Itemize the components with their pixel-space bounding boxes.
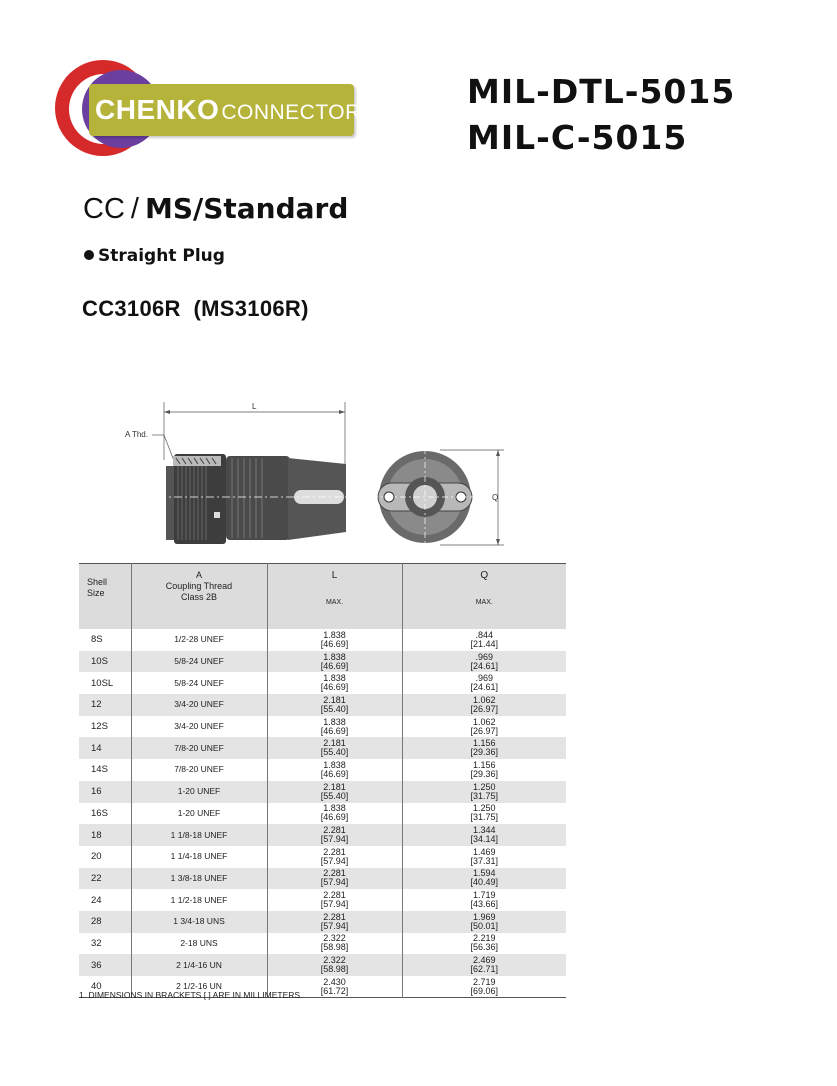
q-mm-value: [31.75]: [470, 812, 499, 823]
l-inch-value: 2.181: [323, 738, 346, 749]
shell-size-value: 32: [91, 937, 102, 949]
header-shell-size: [79, 564, 131, 630]
l-mm-value: [55.40]: [320, 790, 349, 801]
l-inch-value: 2.181: [323, 781, 346, 792]
cell-l: [267, 889, 402, 911]
q-mm-value: [24.61]: [470, 682, 499, 693]
table-row: [79, 868, 566, 890]
cell-shell-size: [79, 694, 131, 716]
cell-l: [267, 868, 402, 890]
coupling-thread-value: 1 3/4-18 UNS: [173, 916, 225, 927]
l-mm-value: [57.94]: [320, 855, 349, 866]
footnote: 1. DIMENSIONS IN BRACKETS [ ] ARE IN MILLIMETERS.: [79, 990, 303, 1000]
cell-l: [267, 651, 402, 673]
cell-q: [402, 911, 566, 933]
header-coupling-thread: [131, 564, 267, 630]
cell-coupling-thread: [131, 889, 267, 911]
header-q-label: Q: [480, 570, 489, 581]
table-row: [79, 781, 566, 803]
cell-shell-size: [79, 846, 131, 868]
cell-shell-size: [79, 781, 131, 803]
l-mm-value: [58.98]: [320, 964, 349, 975]
shell-size-value: 40: [91, 981, 102, 993]
table-row: [79, 846, 566, 868]
q-mm-value: [21.44]: [470, 638, 499, 649]
l-mm-value: [57.94]: [320, 899, 349, 910]
shell-size-value: 14: [91, 742, 102, 754]
q-mm-value: [26.97]: [470, 703, 499, 714]
coupling-thread-value: 1-20 UNEF: [177, 786, 221, 797]
cell-coupling-thread: [131, 846, 267, 868]
cell-q: [402, 629, 566, 651]
shell-size-value: 24: [91, 894, 102, 906]
q-mm-value: [34.14]: [470, 834, 499, 845]
table-header-row: [79, 564, 566, 630]
cell-coupling-thread: [131, 933, 267, 955]
cell-coupling-thread: [131, 737, 267, 759]
product-type-label: Straight Plug: [98, 246, 225, 266]
q-inch-value: 2.719: [472, 976, 496, 987]
l-inch-value: 1.838: [323, 716, 346, 727]
l-mm-value: [55.40]: [320, 703, 349, 714]
cell-q: [402, 759, 566, 781]
shell-size-value: 14S: [91, 764, 108, 776]
l-mm-value: [46.69]: [320, 768, 349, 779]
header-shell: Shell: [87, 577, 108, 587]
q-mm-value: [56.36]: [470, 942, 499, 953]
cell-l: [267, 694, 402, 716]
cell-l: [267, 629, 402, 651]
l-mm-value: [46.69]: [320, 725, 349, 736]
l-mm-value: [55.40]: [320, 747, 349, 758]
l-inch-value: 2.181: [323, 694, 346, 705]
header-class: Class 2B: [180, 592, 217, 602]
product-type: [84, 246, 225, 266]
l-mm-value: [57.94]: [320, 834, 349, 845]
cell-q: [402, 976, 566, 998]
connector-end-view-drawing: [370, 440, 510, 555]
cell-l: [267, 911, 402, 933]
table-row: [79, 716, 566, 738]
l-inch-value: 1.838: [323, 673, 346, 684]
cell-l: [267, 759, 402, 781]
l-inch-value: 1.838: [323, 629, 346, 640]
cell-q: [402, 694, 566, 716]
shell-size-value: 12S: [91, 721, 108, 733]
q-inch-value: 1.062: [472, 716, 496, 727]
header-l-label: L: [331, 570, 338, 581]
table-body: [79, 629, 566, 998]
q-mm-value: [37.31]: [470, 855, 499, 866]
q-inch-value: 1.156: [472, 759, 496, 770]
l-inch-value: 2.430: [323, 976, 346, 987]
cell-coupling-thread: [131, 629, 267, 651]
q-mm-value: [69.06]: [470, 985, 499, 996]
header-q: [402, 564, 566, 630]
shell-size-value: 22: [91, 872, 102, 884]
coupling-thread-value: 7/8-20 UNEF: [174, 742, 224, 753]
cell-l: [267, 846, 402, 868]
cell-l: [267, 933, 402, 955]
table-row: [79, 672, 566, 694]
series-name: MS/Standard: [144, 192, 349, 225]
cell-shell-size: [79, 651, 131, 673]
header-size: Size: [87, 588, 105, 598]
cell-shell-size: [79, 824, 131, 846]
l-inch-value: 2.281: [323, 868, 346, 879]
logo-brand-light: CONNECTORS: [221, 101, 376, 124]
q-inch-value: .969: [475, 651, 494, 662]
cell-l: [267, 781, 402, 803]
coupling-thread-value: 3/4-20 UNEF: [174, 699, 224, 710]
shell-size-value: 20: [91, 851, 102, 863]
cell-q: [402, 846, 566, 868]
l-mm-value: [46.69]: [320, 682, 349, 693]
cell-q: [402, 672, 566, 694]
shell-size-value: 28: [91, 916, 102, 928]
dimension-label-l: L: [252, 402, 257, 411]
shell-size-value: 16S: [91, 807, 108, 819]
coupling-thread-value: 1 1/2-18 UNEF: [170, 894, 228, 905]
cell-l: [267, 803, 402, 825]
q-inch-value: 2.469: [472, 955, 496, 966]
coupling-thread-value: 5/8-24 UNEF: [174, 677, 224, 688]
cell-l: [267, 716, 402, 738]
cell-q: [402, 954, 566, 976]
coupling-thread-value: 7/8-20 UNEF: [174, 764, 224, 775]
header-q-max: MAX.: [475, 599, 493, 606]
cell-coupling-thread: [131, 759, 267, 781]
q-inch-value: 1.594: [472, 868, 496, 879]
table-row: [79, 933, 566, 955]
cell-shell-size: [79, 672, 131, 694]
cell-shell-size: [79, 868, 131, 890]
cell-coupling-thread: [131, 803, 267, 825]
q-inch-value: 1.062: [472, 694, 496, 705]
q-inch-value: 1.969: [472, 911, 496, 922]
header-coupling-thread-label: Coupling Thread: [165, 581, 233, 591]
q-inch-value: 1.250: [472, 781, 496, 792]
table-row: [79, 651, 566, 673]
cell-q: [402, 651, 566, 673]
dimension-arrow-bottom: [496, 539, 500, 545]
bullet-icon: [84, 250, 94, 260]
cell-shell-size: [79, 737, 131, 759]
q-mm-value: [31.75]: [470, 790, 499, 801]
shell-size-value: 18: [91, 829, 102, 841]
table-row: [79, 954, 566, 976]
coupling-thread-value: 1 3/8-18 UNEF: [170, 872, 228, 883]
coupling-thread-value: 1/2-28 UNEF: [174, 634, 224, 645]
dimension-arrow-right: [339, 410, 345, 414]
q-inch-value: 1.469: [472, 846, 496, 857]
l-inch-value: 2.281: [323, 846, 346, 857]
cell-coupling-thread: [131, 672, 267, 694]
coupling-nut-window: [214, 512, 220, 518]
q-mm-value: [40.49]: [470, 877, 499, 888]
l-mm-value: [57.94]: [320, 877, 349, 888]
series-separator: /: [130, 193, 139, 225]
series-title: [83, 192, 348, 226]
cell-shell-size: [79, 933, 131, 955]
cell-l: [267, 737, 402, 759]
table-row: [79, 629, 566, 651]
table-row: [79, 759, 566, 781]
l-inch-value: 2.322: [323, 955, 346, 966]
shell-size-value: 10S: [91, 656, 108, 668]
shell-size-value: 10SL: [91, 677, 114, 689]
cell-coupling-thread: [131, 911, 267, 933]
l-mm-value: [61.72]: [320, 985, 349, 996]
cell-coupling-thread: [131, 954, 267, 976]
q-mm-value: [43.66]: [470, 899, 499, 910]
l-inch-value: 2.281: [323, 911, 346, 922]
connector-side-view-drawing: [118, 400, 358, 550]
table-row: [79, 824, 566, 846]
coupling-thread-value: 5/8-24 UNEF: [174, 656, 224, 667]
logo-brand-bold: CHENKO: [95, 94, 220, 125]
q-inch-value: 1.250: [472, 803, 496, 814]
cell-coupling-thread: [131, 781, 267, 803]
cell-q: [402, 781, 566, 803]
cell-shell-size: [79, 954, 131, 976]
cell-coupling-thread: [131, 694, 267, 716]
q-inch-value: 1.156: [472, 738, 496, 749]
coupling-thread-value: 1 1/8-18 UNEF: [170, 829, 228, 840]
coupling-thread-value: 2 1/2-16 UN: [176, 981, 222, 992]
table-row: [79, 694, 566, 716]
cell-coupling-thread: [131, 868, 267, 890]
coupling-thread-value: 1 1/4-18 UNEF: [170, 851, 228, 862]
shell-size-value: 36: [91, 959, 102, 971]
cell-q: [402, 933, 566, 955]
header-a: A: [195, 570, 202, 580]
cell-shell-size: [79, 629, 131, 651]
q-inch-value: .844: [475, 629, 494, 640]
l-mm-value: [46.69]: [320, 638, 349, 649]
company-logo: [55, 60, 376, 160]
coupling-thread-value: 2-18 UNS: [180, 937, 218, 948]
cell-shell-size: [79, 759, 131, 781]
l-mm-value: [46.69]: [320, 812, 349, 823]
l-mm-value: [46.69]: [320, 660, 349, 671]
coupling-thread-value: 3/4-20 UNEF: [174, 721, 224, 732]
l-inch-value: 1.838: [323, 803, 346, 814]
cell-l: [267, 824, 402, 846]
l-inch-value: 1.838: [323, 759, 346, 770]
series-prefix: CC: [83, 193, 125, 225]
cell-l: [267, 954, 402, 976]
q-mm-value: [50.01]: [470, 920, 499, 931]
table-row: [79, 737, 566, 759]
table-row: [79, 911, 566, 933]
dimension-arrow-top: [496, 450, 500, 456]
header-l-max: MAX.: [325, 599, 344, 606]
standard-title-1: MIL-DTL-5015: [467, 72, 736, 111]
q-inch-value: 2.219: [472, 933, 496, 944]
dimension-label-q: Q: [492, 493, 499, 502]
l-inch-value: 2.281: [323, 890, 346, 901]
cell-coupling-thread: [131, 716, 267, 738]
cell-q: [402, 889, 566, 911]
cell-q: [402, 824, 566, 846]
q-inch-value: .969: [475, 673, 494, 684]
q-mm-value: [62.71]: [470, 964, 499, 975]
cell-l: [267, 672, 402, 694]
shell-size-value: 8S: [91, 634, 103, 646]
plug-body: [226, 456, 290, 540]
coupling-thread-value: 1-20 UNEF: [177, 807, 221, 818]
cell-shell-size: [79, 889, 131, 911]
cell-shell-size: [79, 803, 131, 825]
coupling-thread-value: 2 1/4-16 UN: [176, 959, 222, 970]
q-mm-value: [29.36]: [470, 768, 499, 779]
dimension-arrow-left: [164, 410, 170, 414]
l-inch-value: 2.281: [323, 825, 346, 836]
cell-coupling-thread: [131, 651, 267, 673]
l-inch-value: 1.838: [323, 651, 346, 662]
cell-q: [402, 737, 566, 759]
q-mm-value: [26.97]: [470, 725, 499, 736]
standard-title-2: MIL-C-5015: [467, 118, 688, 157]
shell-size-value: 12: [91, 699, 102, 711]
dimensions-table: [79, 563, 566, 998]
table-row: [79, 889, 566, 911]
q-mm-value: [29.36]: [470, 747, 499, 758]
cell-shell-size: [79, 716, 131, 738]
cell-q: [402, 868, 566, 890]
shell-size-value: 16: [91, 786, 102, 798]
cell-coupling-thread: [131, 824, 267, 846]
thread-label: A Thd.: [125, 430, 148, 439]
cell-q: [402, 716, 566, 738]
l-mm-value: [58.98]: [320, 942, 349, 953]
q-inch-value: 1.344: [472, 825, 496, 836]
cell-shell-size: [79, 911, 131, 933]
l-inch-value: 2.322: [323, 933, 346, 944]
table-row: [79, 803, 566, 825]
q-inch-value: 1.719: [472, 890, 496, 901]
header-l: [267, 564, 402, 630]
part-number: CC3106R (MS3106R): [82, 296, 309, 321]
cell-q: [402, 803, 566, 825]
q-mm-value: [24.61]: [470, 660, 499, 671]
l-mm-value: [57.94]: [320, 920, 349, 931]
logo-brand-text: [95, 94, 375, 126]
